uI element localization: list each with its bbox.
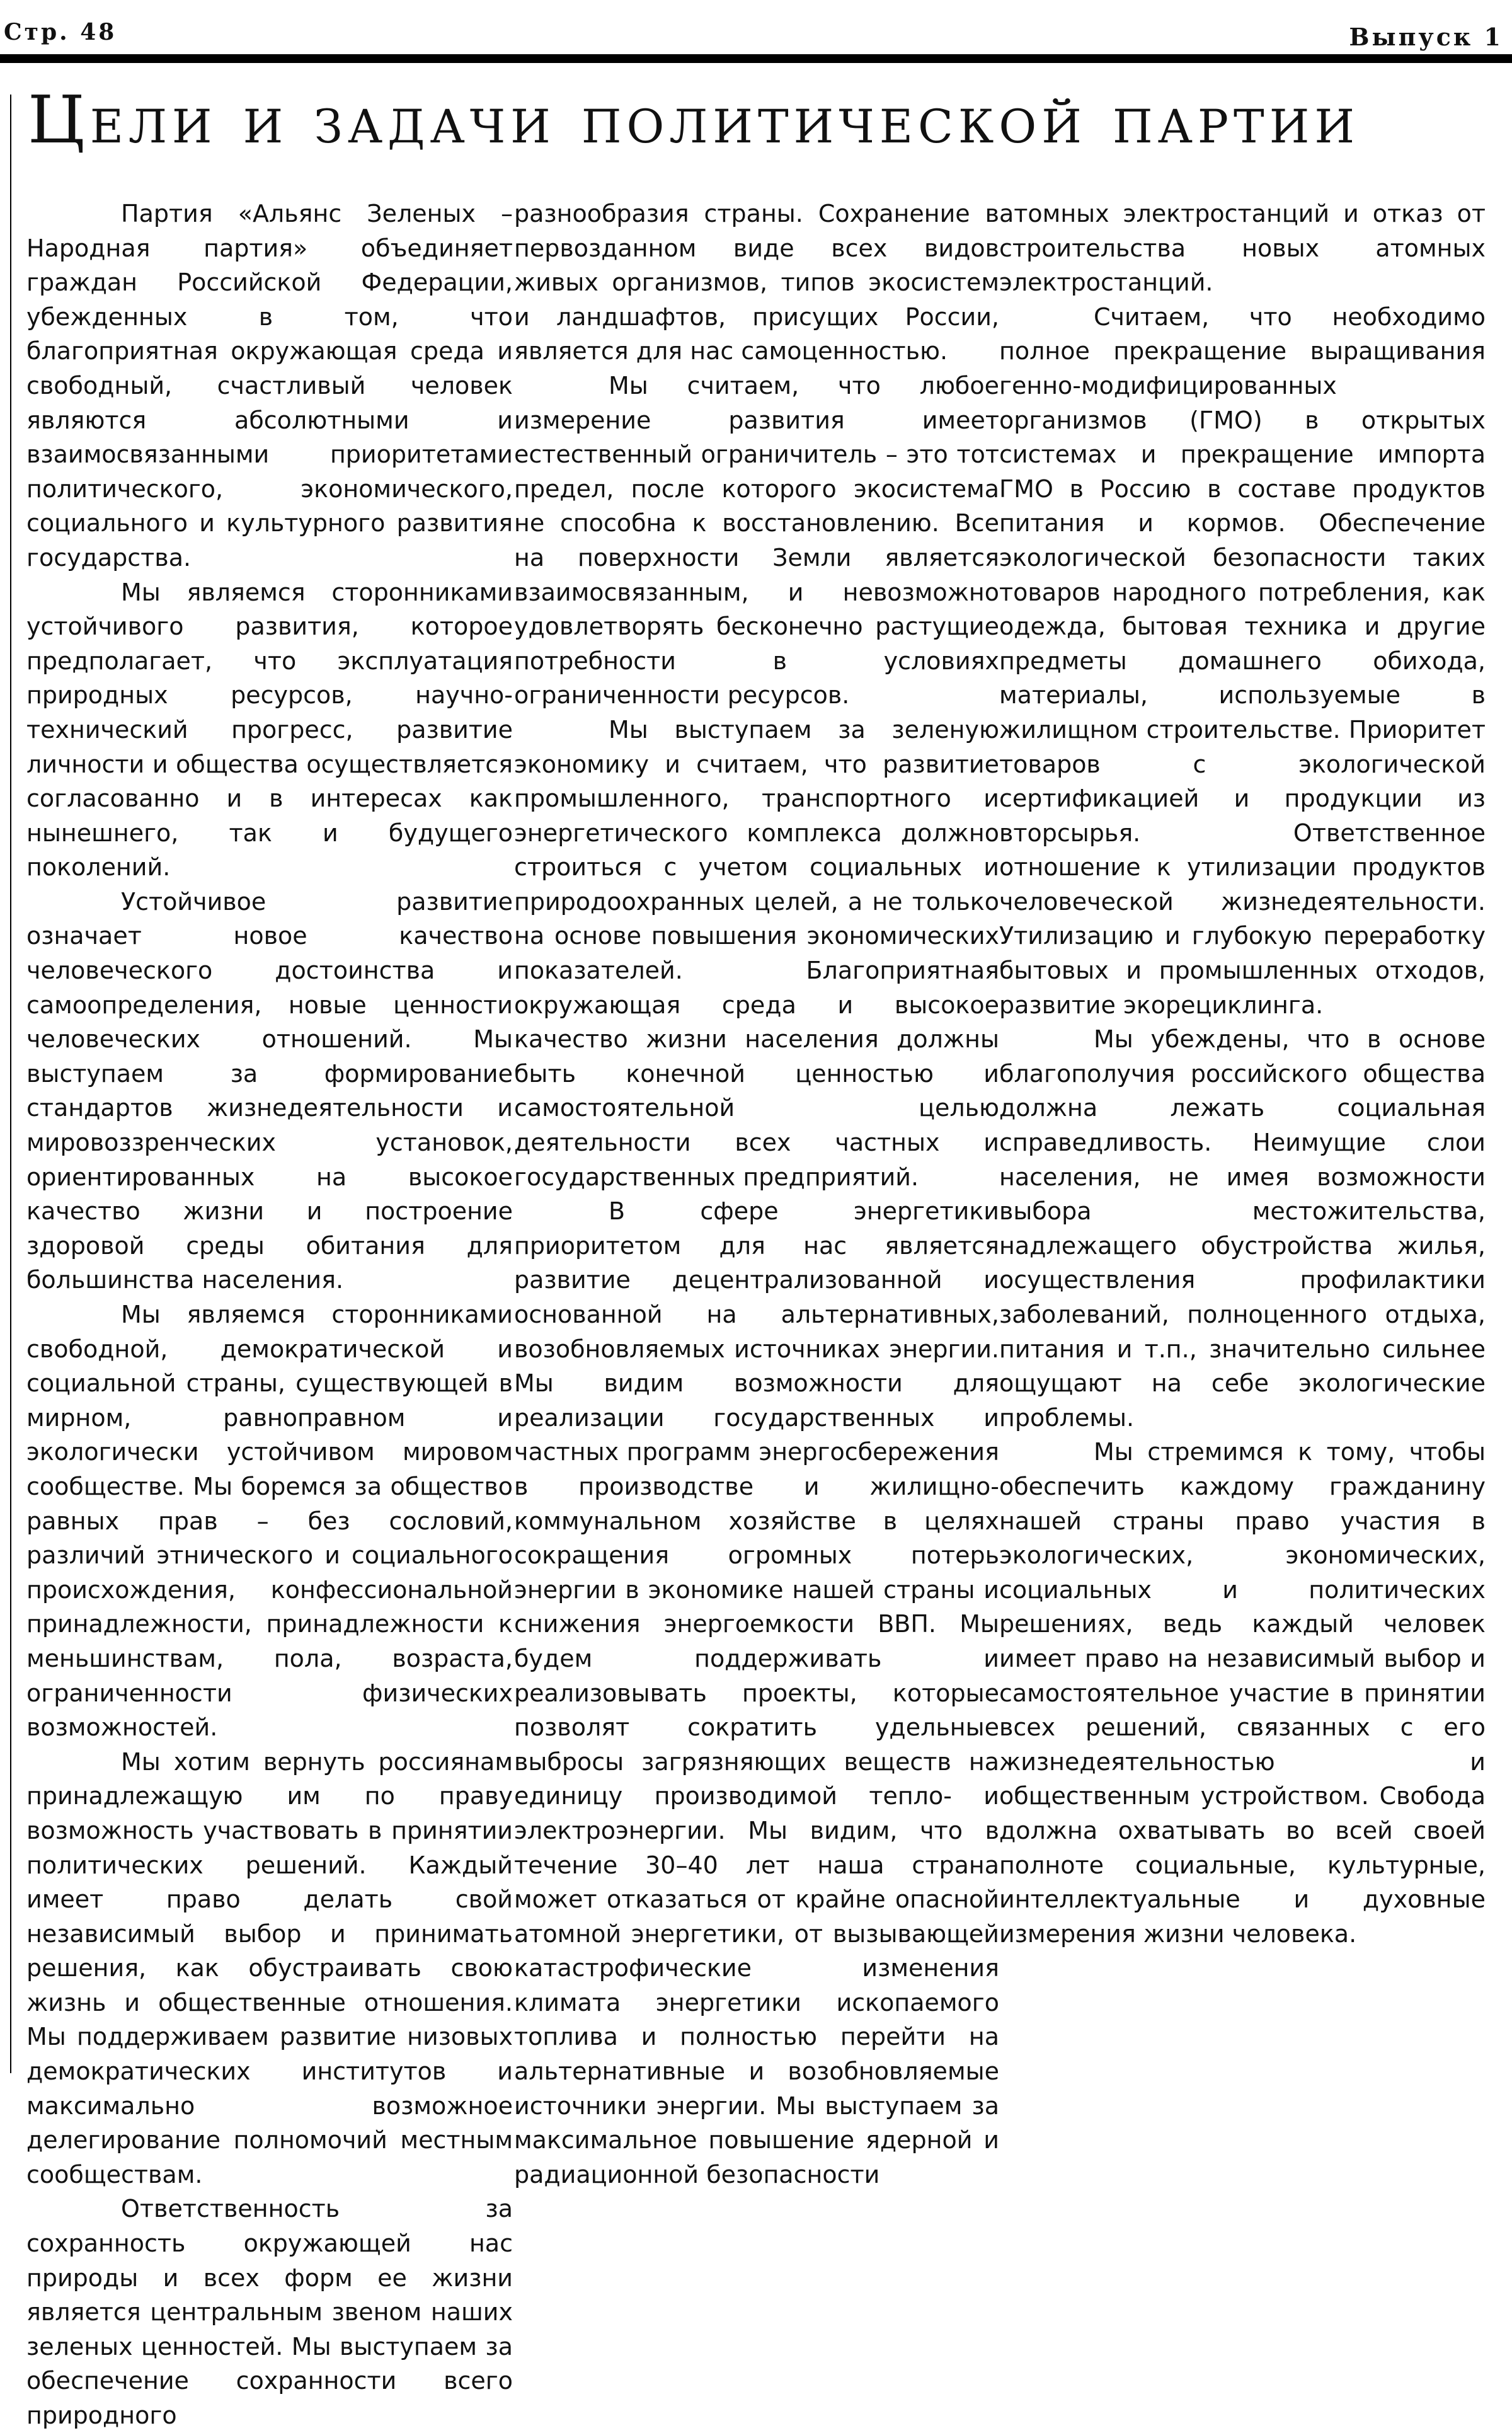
paragraph: Мы считаем, что любое измерение развития имеет естественный ограничитель – это тот предел, после которого экосистема не способна к восстановлению. Все на поверхности Земли является взаимосвязанным, и невозможно удовлетворять бесконечно растущие потребности в условиях ограниченности ресурсов. xyxy=(514,371,999,710)
paragraph: Мы являемся сторонниками устойчивого развития, которое предполагает, что эксплуатация природных ресурсов, научно-технический прогресс, развитие личности и общества осуществляется согласованно и в интересах как нынешнего, так и будущего поколений. xyxy=(26,578,513,882)
article-title: Цели и задачи политической партии xyxy=(28,81,1360,158)
page-number: Стр. 48 xyxy=(4,19,117,45)
paragraph: Мы убеждены, что в основе благополучия российского общества должна лежать социальная справедливость. Неимущие слои населения, не имея возможности выбора местожительства, надлежащего обустройства жилья, осуществления профилактики заболеваний, полноценного отдыха, питания и т.п., значительно сильнее ощущают на себе экологические проблемы. xyxy=(999,1025,1486,1432)
paragraph: Мы хотим вернуть россиянам принадлежащую им по праву возможность участвовать в принятии политических решений. Каждый имеет право делать свой независимый выбор и принимать решения, как обустраивать свою жизнь и общественные отношения. Мы поддерживаем развитие низовых демократических институтов и максимально возможное делегирование полномочий местным сообществам. xyxy=(26,1747,513,2189)
text-column-3 xyxy=(999,197,1486,1951)
paragraph: Считаем, что необходимо полное прекращение выращивания генно-модифицированных организмов (ГМО) в открытых системах и прекращение импорта ГМО в Россию в составе продуктов питания и кормов. Обеспечение экологической безопасности таких товаров народного потребления, как одежда, бытовая техника и другие предметы домашнего обихода, материалы, используемые в жилищном строительстве. Приоритет товаров с экологической сертификацией и продукции из вторсырья. Ответственное отношение к утилизации продуктов человеческой жизнедеятельности. Утилизацию и глубокую переработку бытовых и промышленных отходов, развитие экорециклинга. xyxy=(999,302,1486,1019)
paragraph: Мы являемся сторонниками свободной, демократической и социальной страны, существующей в мирном, равноправном и экологически устойчивом мировом сообществе. Мы боремся за общество равных прав – без сословий, различий этнического и социального происхождения, конфессиональной принадлежности, принадлежности к меньшинствам, пола, возраста, ограниченности физических возможностей. xyxy=(26,1301,513,1742)
paragraph-continued: разнообразия страны. Сохранение в первозданном виде всех видов живых организмов, типов экосистем и ландшафтов, присущих России, является для нас самоценностью. xyxy=(514,200,999,365)
paragraph-continued: атомных электростанций и отказ от строительства новых атомных электростанций. xyxy=(999,200,1486,297)
page-header xyxy=(0,14,1512,52)
paragraph: В сфере энергетики приоритетом для нас является развитие децентрализованной и основанной на альтернативных, возобновляемых источниках энергии. Мы видим возможности для реализации государственных и частных программ энергосбережения в производстве и жилищно-коммунальном хозяйстве в целях сокращения огромных потерь энергии в экономике нашей страны и снижения энергоемкости ВВП. Мы будем поддерживать и реализовывать проекты, которые позволят сократить удельные выбросы загрязняющих веществ на единицу производимой тепло- и электроэнергии. Мы видим, что в течение 30–40 лет наша страна может отказаться от крайне опасной атомной энергетики, от вызывающей катастрофические изменения климата энергетики ископаемого топлива и полностью перейти на альтернативные и возобновляемые источники энергии. Мы выступаем за максимальное повышение ядерной и радиационной безопасности xyxy=(514,1197,999,2189)
paragraph: Партия «Альянс Зеленых – Народная партия» объединяет граждан Российской Федерации, убежденных в том, что благоприятная окружающая среда и свободный, счастливый человек являются абсолютными и взаимосвязанными приоритетами политического, экономического, социального и культурного развития государства. xyxy=(26,200,513,572)
header-rule xyxy=(0,54,1512,63)
paragraph: Ответственность за сохранность окружающей нас природы и всех форм ее жизни является центральным звеном наших зеленых ценностей. Мы выступаем за обеспечение сохранности всего природного xyxy=(26,2195,513,2429)
paragraph: Мы стремимся к тому, чтобы обеспечить каждому гражданину нашей страны право участия в экологических, экономических, социальных и политических решениях, ведь каждый человек имеет право на независимый выбор и самостоятельное участие в принятии всех решений, связанных с его жизнедеятельностью и общественным устройством. Свобода должна охватывать во всей своей полноте социальные, культурные, интеллектуальные и духовные измерения жизни человека. xyxy=(999,1438,1486,1948)
left-border-line xyxy=(10,95,11,2073)
issue-label: Выпуск 1 xyxy=(1349,23,1503,51)
text-column-1 xyxy=(26,197,513,2433)
text-column-2 xyxy=(514,197,999,2192)
paragraph: Устойчивое развитие означает новое качество человеческого достоинства и самоопределения, новые ценности человеческих отношений. Мы выступаем за формирование стандартов жизнедеятельности и мировоззренческих установок, ориентированных на высокое качество жизни и построение здоровой среды обитания для большинства населения. xyxy=(26,887,513,1294)
paragraph: Мы выступаем за зеленую экономику и считаем, что развитие промышленного, транспортного и энергетического комплекса должно строиться с учетом социальных и природоохранных целей, а не только на основе повышения экономических показателей. Благоприятная окружающая среда и высокое качество жизни населения должны быть конечной ценностью и самостоятельной целью деятельности всех частных и государственных предприятий. xyxy=(514,715,999,1191)
